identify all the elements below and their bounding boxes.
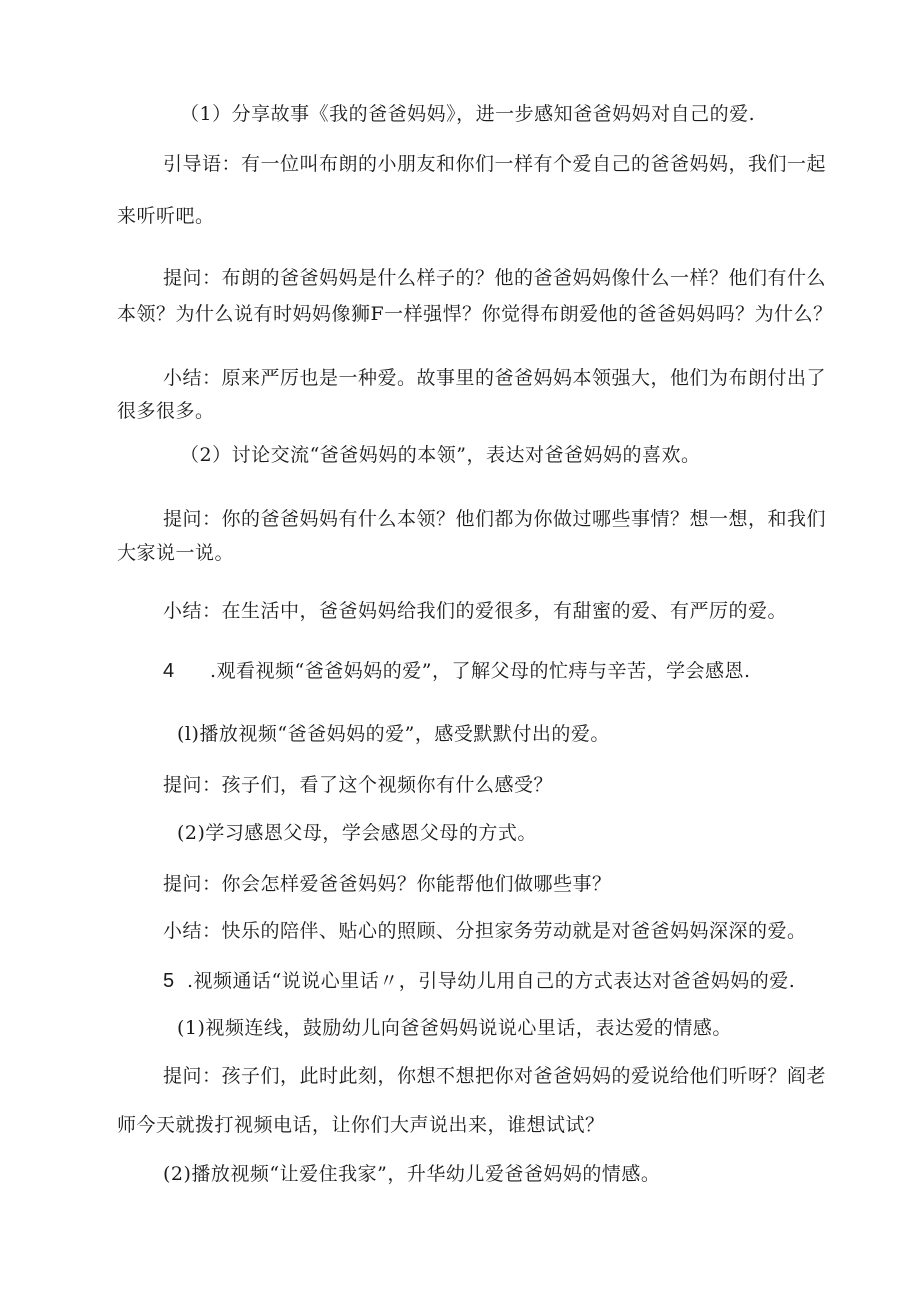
section-heading-1: （1）分享故事《我的爸爸妈妈》，进一步感知爸爸妈妈对自己的爱. [180, 103, 756, 125]
list-number-5: 5 [163, 970, 175, 992]
paragraph-line: 小结：快乐的陪伴、贴心的照顾、分担家务劳动就是对爸爸妈妈深深的爱。 [163, 920, 807, 942]
section-heading-3: .观看视频“爸爸妈妈的爱”，了解父母的忙痔与辛苦，学会感恩. [210, 660, 751, 682]
list-number-4: 4 [163, 660, 175, 682]
paragraph-line: 来听听吧。 [117, 205, 215, 227]
paragraph-line: 提问：孩子们，看了这个视频你有什么感受？ [163, 774, 554, 796]
paragraph-line: 提问：布朗的爸爸妈妈是什么样子的？他的爸爸妈妈像什么一样？他们有什么 [163, 267, 827, 289]
paragraph-line: 师今天就拨打视频电话，让你们大声说出来，谁想试试？ [117, 1114, 605, 1136]
section-heading-4: .视频通话“说说心里话〃，引导幼儿用自己的方式表达对爸爸妈妈的爱. [187, 970, 796, 992]
section-heading-2: （2）讨论交流“爸爸妈妈的本领”，表达对爸爸妈妈的喜欢。 [180, 444, 701, 466]
paragraph-line: 提问：孩子们，此时此刻，你想不想把你对爸爸妈妈的爱说给他们听呀？阎老 [163, 1065, 827, 1087]
paragraph-line: (l)播放视频“爸爸妈妈的爱”，感受默默付出的爱。 [177, 723, 610, 745]
paragraph-line: (1)视频连线，鼓励幼儿向爸爸妈妈说说心里话，表达爱的情感。 [177, 1017, 732, 1039]
paragraph-line: 提问：你的爸爸妈妈有什么本领？他们都为你做过哪些事情？想一想，和我们 [163, 508, 827, 530]
paragraph-line: 小结：原来严厉也是一种爱。故事里的爸爸妈妈本领强大，他们为布朗付出了 [163, 367, 827, 389]
paragraph-line: 很多很多。 [117, 400, 215, 422]
paragraph-line: (2)学习感恩父母，学会感恩父母的方式。 [177, 822, 537, 844]
paragraph-line: 提问：你会怎样爱爸爸妈妈？你能帮他们做哪些事？ [163, 873, 612, 895]
paragraph-line: (2)播放视频“让爱住我家”，升华幼儿爱爸爸妈妈的情感。 [163, 1163, 661, 1185]
paragraph-line: 小结：在生活中，爸爸妈妈给我们的爱很多，有甜蜜的爱、有严厉的爱。 [163, 600, 788, 622]
paragraph-line: 本领？为什么说有时妈妈像狮F一样强悍？你觉得布朗爱他的爸爸妈妈吗？为什么？ [117, 303, 833, 325]
paragraph-line: 引导语：有一位叫布朗的小朋友和你们一样有个爱自己的爸爸妈妈，我们一起 [163, 153, 827, 175]
paragraph-line: 大家说一说。 [117, 542, 235, 564]
